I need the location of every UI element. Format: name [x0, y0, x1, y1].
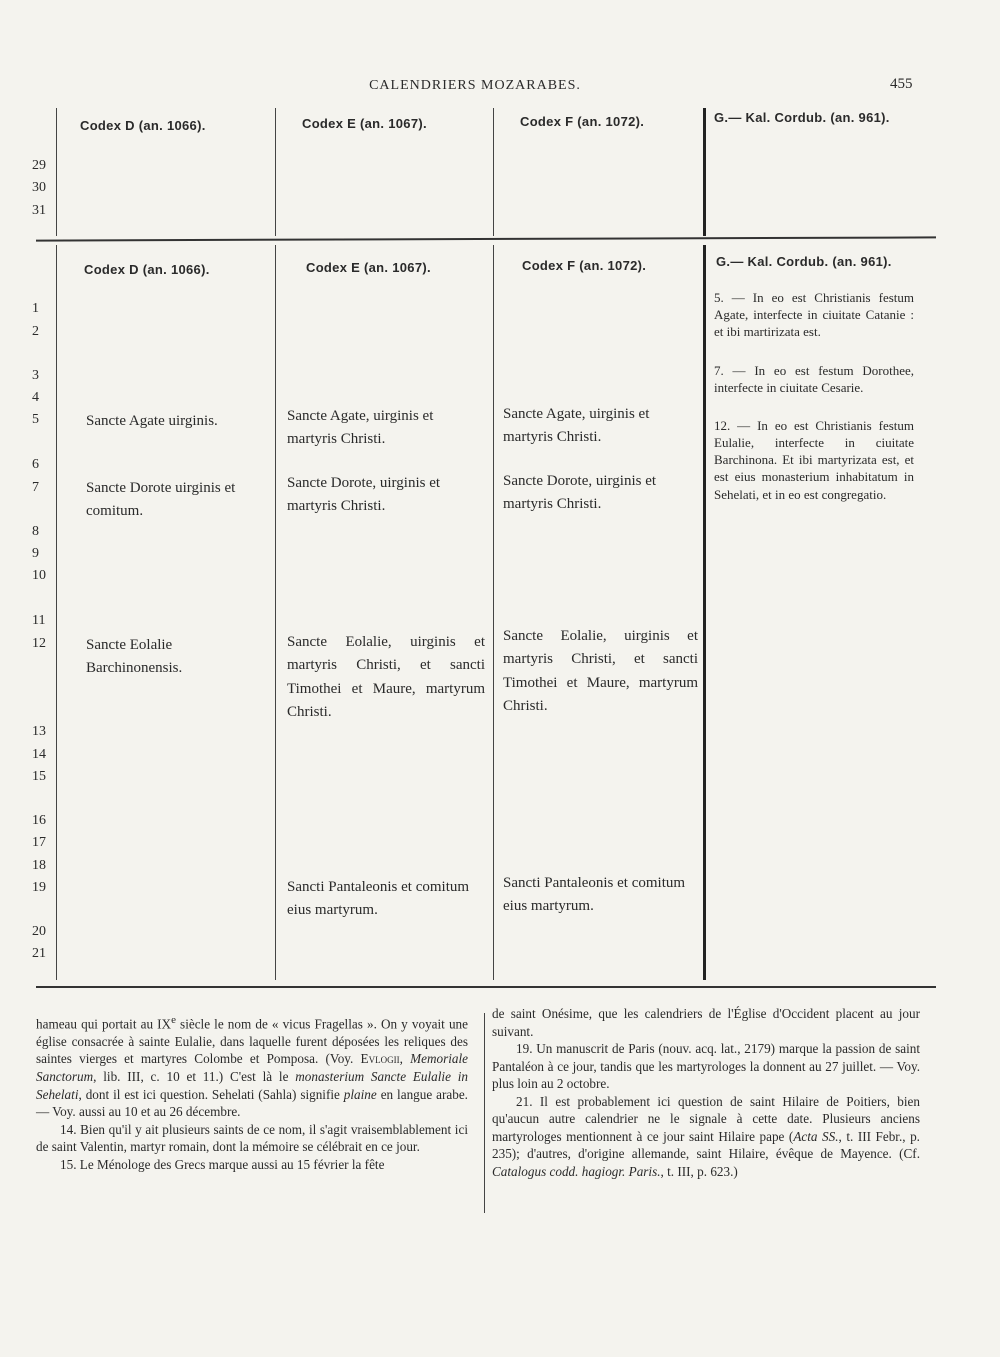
- day-8: 8: [32, 524, 39, 539]
- day-5: 5: [32, 412, 39, 427]
- top-col-g-header: G.— Kal. Cordub. (an. 961).: [714, 110, 890, 125]
- day-3: 3: [32, 368, 39, 383]
- day-17: 17: [32, 835, 46, 850]
- entry-e-5: Sancte Agate, uirginis et martyris Christi.: [287, 408, 434, 448]
- col-g-header: G.— Kal. Cordub. (an. 961).: [716, 254, 892, 269]
- day-20: 20: [32, 924, 46, 939]
- top-day-31: 31: [32, 203, 46, 218]
- footnote-continuation: hameau qui portait au IXe siècle le nom de « vicus Fragellas ». On y voyait une église consacrée à sainte Eulalie, dans laquelle furent déposées les reliques des saintes vierges et martyres Colombe et Pomposa. (Voy. Evlogii, Memoriale Sanctorum, lib. III, c. 10 et 11.) C'est là le monasterium Sancte Eulalie in Sehelati, dont il est ici question. Sehelati (Sahla) signifie plaine en langue arabe. — Voy. aussi au 10 et au 26 décembre.: [36, 1014, 468, 1120]
- day-1: 1: [32, 301, 39, 316]
- cordub-note-12: 12. — In eo est Christianis festum Eulalie, interfecte in ciuitate Barchinona. Et ibi martyrizata est, et est eius monasterium inhabitatum in Sehelati, et in eo est congregatio.: [714, 418, 914, 502]
- day-21: 21: [32, 946, 46, 961]
- footnotes-left: [36, 1013, 468, 1173]
- cordub-note-5: 5. — In eo est Christianis festum Agate, interfecte in ciuitate Catanie : et ibi martirizata est.: [714, 290, 914, 340]
- day-12: 12: [32, 636, 46, 651]
- top-rule-2: [493, 108, 494, 236]
- footnote-19: 19. Un manuscrit de Paris (nouv. acq. lat., 2179) marque la passion de saint Pantaléon à ce jour, tandis que les martyrologes la donnent au 27 juillet. — Voy. plus loin au 2 octobre.: [492, 1041, 920, 1092]
- entry-e-19: Sancti Pantaleonis et comitum eius martyrum.: [287, 879, 470, 919]
- entry-f-12: Sancte Eolalie, uirginis et martyris Christi, et sancti Timothei et Maure, martyrum Christi.: [503, 628, 698, 714]
- entry-f-7: Sancte Dorote, uirginis et martyris Christi.: [503, 473, 657, 513]
- day-10: 10: [32, 568, 46, 583]
- entry-e-7: Sancte Dorote, uirginis et martyris Christi.: [287, 475, 441, 515]
- cordub-note-7: 7. — In eo est festum Dorothee, interfecte in ciuitate Cesarie.: [714, 363, 914, 396]
- footnote-column-rule: [484, 1013, 485, 1213]
- day-15: 15: [32, 769, 46, 784]
- day-9: 9: [32, 546, 39, 561]
- footnote-15-continuation: de saint Onésime, que les calendriers de l'Église d'Occident placent au jour suivant.: [492, 1006, 920, 1039]
- top-rule-3: [703, 108, 706, 236]
- top-col-f-header: Codex F (an. 1072).: [520, 114, 645, 129]
- day-18: 18: [32, 858, 46, 873]
- footnote-15: 15. Le Ménologe des Grecs marque aussi au 15 février la fête: [60, 1156, 385, 1172]
- day-19: 19: [32, 880, 46, 895]
- day-11: 11: [32, 613, 46, 628]
- top-col-d-header: Codex D (an. 1066).: [80, 118, 206, 133]
- col-e-header: Codex E (an. 1067).: [306, 260, 431, 275]
- day-13: 13: [32, 724, 46, 739]
- running-title: CALENDRIERS MOZARABES.: [369, 78, 581, 93]
- day-14: 14: [32, 747, 46, 762]
- page-number: 455: [890, 76, 913, 92]
- entry-e-12: Sancte Eolalie, uirginis et martyris Christi, et sancti Timothei et Maure, martyrum Christi.: [287, 634, 485, 720]
- top-day-30: 30: [32, 180, 46, 195]
- section-divider: [36, 236, 936, 241]
- top-rule-1: [275, 108, 276, 236]
- entry-d-12: Sancte Eolalie Barchinonensis.: [86, 637, 183, 677]
- day-7: 7: [32, 480, 39, 495]
- day-6: 6: [32, 457, 39, 472]
- main-rule-1: [275, 245, 276, 980]
- entry-d-5: Sancte Agate uirginis.: [86, 413, 218, 429]
- footnote-14: 14. Bien qu'il y ait plusieurs saints de ce nom, il s'agit vraisemblablement ici de saint Valentin, martyr romain, dont la mémoire se célébrait en ce jour.: [36, 1121, 468, 1155]
- footnote-divider: [36, 986, 936, 988]
- entry-d-7: Sancte Dorote uirginis et comitum.: [86, 480, 236, 520]
- col-d-header: Codex D (an. 1066).: [84, 262, 210, 277]
- col-f-header: Codex F (an. 1072).: [522, 258, 647, 273]
- top-day-29: 29: [32, 158, 46, 173]
- main-rule-3: [703, 245, 706, 980]
- day-4: 4: [32, 390, 39, 405]
- footnotes-right: [492, 1005, 920, 1180]
- day-2: 2: [32, 324, 39, 339]
- entry-f-5: Sancte Agate, uirginis et martyris Christi.: [503, 406, 650, 446]
- entry-f-19: Sancti Pantaleonis et comitum eius martyrum.: [503, 875, 686, 915]
- footnote-21: 21. Il est probablement ici question de saint Hilaire de Poitiers, bien qu'aucun autre calendrier ne le signale à cette date. Plusieurs anciens martyrologes mentionnent à ce jour saint Hilaire pape (Acta SS., t. III Febr., p. 235); d'autres, d'origine allemande, saint Hilaire, évêque de Mayence. (Cf. Catalogus codd. hagiogr. Paris., t. III, p. 623.): [492, 1093, 920, 1179]
- day-16: 16: [32, 813, 46, 828]
- main-rule-2: [493, 245, 494, 980]
- top-col-e-header: Codex E (an. 1067).: [302, 116, 427, 131]
